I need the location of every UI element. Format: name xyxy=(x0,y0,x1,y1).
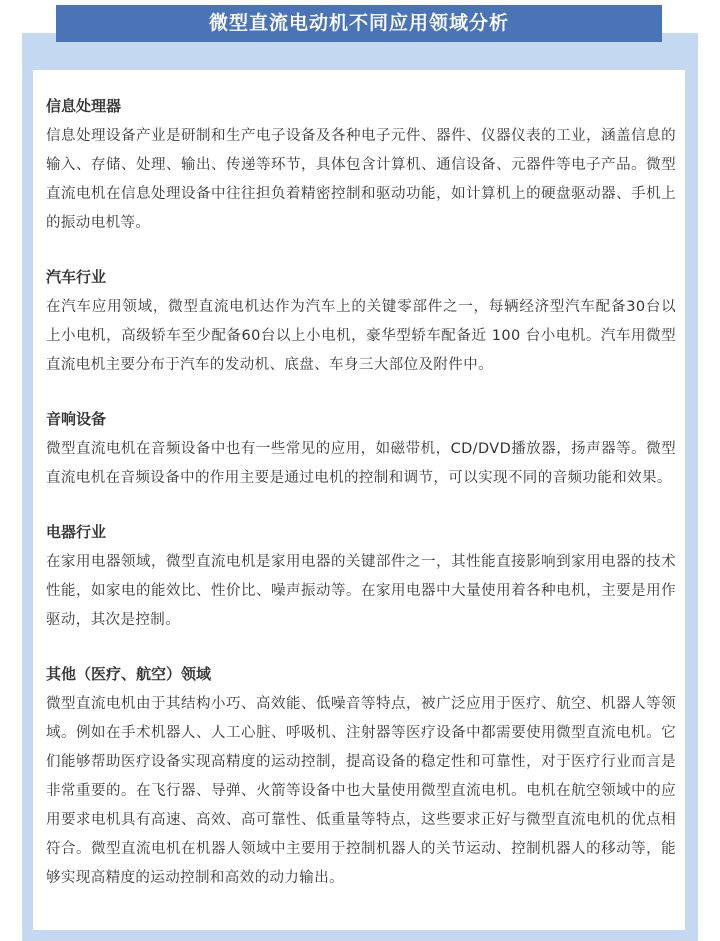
section-information-processing xyxy=(46,94,685,238)
section-heading: 信息处理器 xyxy=(46,97,122,115)
section-heading: 其他（医疗、航空）领域 xyxy=(46,665,212,683)
section-body: 信息处理设备产业是研制和生产电子设备及各种电子元件、器件、仪器仪表的工业，涵盖信息的输入、存储、处理、输出、传递等环节，具体包含计算机、通信设备、元器件等电子产品。微型直流电机在信息处理设备中往往担负着精密控制和驱动功能，如计算机上的硬盘驱动器、手机上的振动电机等。 xyxy=(46,128,676,231)
content-panel xyxy=(33,70,685,930)
section-heading: 音响设备 xyxy=(46,410,107,428)
section-heading: 电器行业 xyxy=(46,523,107,541)
section-body: 微型直流电机在音频设备中也有一些常见的应用，如磁带机，CD/DVD播放器，扬声器等。微型直流电机在音频设备中的作用主要是通过电机的控制和调节，可以实现不同的音频功能和效果。 xyxy=(46,441,676,486)
section-other-fields xyxy=(46,662,685,893)
section-heading: 汽车行业 xyxy=(46,268,107,286)
page-title: 微型直流电动机不同应用领域分析 xyxy=(56,5,662,42)
section-body: 在家用电器领域，微型直流电机是家用电器的关键部件之一，其性能直接影响到家用电器的技术性能，如家电的能效比、性价比、噪声振动等。在家用电器中大量使用着各种电机，主要是用作驱动，其次是控制。 xyxy=(46,554,676,628)
section-body: 在汽车应用领域，微型直流电机达作为汽车上的关键零部件之一，每辆经济型汽车配备30台以上小电机，高级轿车至少配备60台以上小电机，豪华型轿车配备近 100 台小电机。汽车用微型直流电机主要分布于汽车的发动机、底盘、车身三大部位及附件中。 xyxy=(46,299,676,373)
section-body: 微型直流电机由于其结构小巧、高效能、低噪音等特点，被广泛应用于医疗、航空、机器人等领域。例如在手术机器人、人工心脏、呼吸机、注射器等医疗设备中都需要使用微型直流电机。它们能够帮助医疗设备实现高精度的运动控制，提高设备的稳定性和可靠性，对于医疗行业而言是非常重要的。在飞行器、导弹、火箭等设备中也大量使用微型直流电机。电机在航空领域中的应用要求电机具有高速、高效、高可靠性、低重量等特点，这些要求正好与微型直流电机的优点相符合。微型直流电机在机器人领域中主要用于控制机器人的关节运动、控制机器人的移动等，能够实现高精度的运动控制和高效的动力输出。 xyxy=(46,696,676,886)
section-appliances xyxy=(46,520,685,635)
section-automotive xyxy=(46,265,685,380)
section-audio xyxy=(46,407,685,493)
